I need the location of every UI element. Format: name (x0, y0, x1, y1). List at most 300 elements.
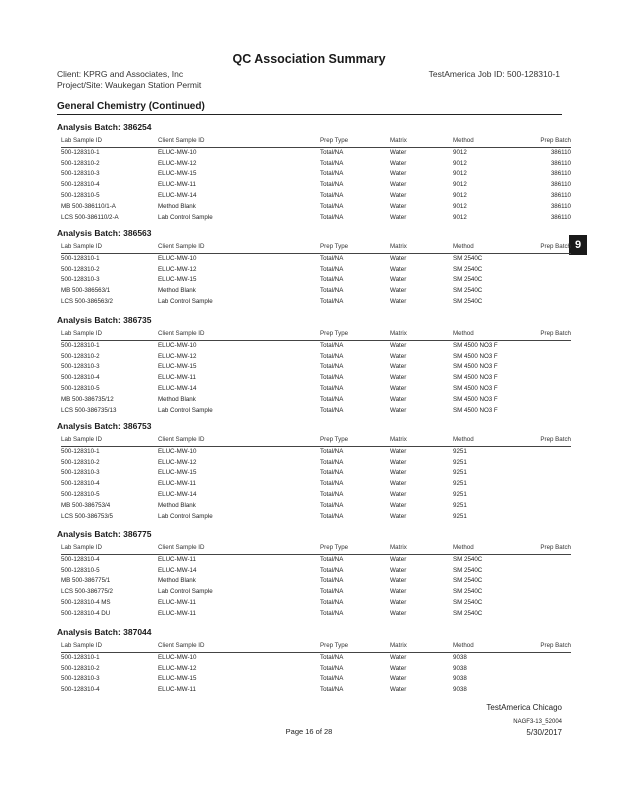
table-cell: SM 4500 NO3 F (453, 384, 498, 392)
table-cell: Water (390, 148, 407, 156)
table-cell: Water (390, 577, 407, 585)
table-cell: 500-128310-4 (61, 480, 100, 488)
batch-title: Analysis Batch: 387044 (57, 627, 152, 637)
table-cell: ELUC-MW-14 (158, 490, 197, 498)
table-cell: Total/NA (320, 374, 344, 382)
table-cell: 9251 (453, 469, 467, 477)
table-row (61, 446, 571, 457)
column-header: Client Sample ID (158, 641, 320, 652)
table-cell: SM 2540C (453, 297, 483, 305)
table-cell (523, 674, 571, 685)
batch-title: Analysis Batch: 386775 (57, 529, 152, 539)
table-row (61, 147, 571, 158)
table-cell: 386110 (550, 148, 571, 156)
column-header: Method (453, 242, 523, 253)
table-cell: Water (390, 265, 407, 273)
table-row (61, 512, 571, 523)
table-cell: SM 4500 NO3 F (453, 406, 498, 414)
table-cell: 9251 (453, 458, 467, 466)
table-cell: 9251 (453, 447, 467, 455)
column-header: Method (453, 136, 523, 147)
table-cell: Total/NA (320, 170, 344, 178)
table-cell (523, 576, 571, 587)
footer-page-number: Page 16 of 28 (285, 727, 333, 736)
batch-table (61, 136, 571, 223)
table-row (61, 191, 571, 202)
column-header: Method (453, 329, 523, 340)
footer-date: 5/30/2017 (526, 728, 562, 737)
table-cell (523, 501, 571, 512)
footer-doc-id: NAGF3-13_52004 (513, 719, 562, 725)
table-cell: SM 4500 NO3 F (453, 352, 498, 360)
table-cell (523, 490, 571, 501)
table-cell: MB 500-386110/1-A (61, 202, 116, 210)
table-cell: ELUC-MW-14 (158, 566, 197, 574)
page-title: QC Association Summary (232, 52, 386, 66)
table-cell (523, 395, 571, 406)
table-cell: 9038 (453, 686, 467, 694)
table-cell: 500-128310-1 (61, 447, 100, 455)
batch-table (61, 641, 571, 696)
table-cell: MB 500-386563/1 (61, 287, 111, 295)
table-cell: ELUC-MW-10 (158, 653, 197, 661)
table-cell: Water (390, 287, 407, 295)
table-cell: Water (390, 374, 407, 382)
table-cell (523, 652, 571, 663)
table-cell: MB 500-386775/1 (61, 577, 111, 585)
column-header: Lab Sample ID (61, 242, 158, 253)
table-cell: 500-128310-5 (61, 191, 100, 199)
table-row (61, 275, 571, 286)
table-cell: ELUC-MW-11 (158, 181, 196, 189)
table-cell: 500-128310-4 MS (61, 598, 111, 606)
table-cell: LCS 500-386753/5 (61, 512, 113, 520)
table-cell: 500-128310-3 (61, 363, 100, 371)
table-cell: Water (390, 458, 407, 466)
table-cell: 9012 (453, 213, 467, 221)
table-row (61, 159, 571, 170)
table-cell: 500-128310-4 (61, 181, 100, 189)
table-cell: Total/NA (320, 352, 344, 360)
table-cell: Water (390, 202, 407, 210)
table-cell: ELUC-MW-12 (158, 458, 197, 466)
table-cell: Total/NA (320, 181, 344, 189)
table-cell: Water (390, 395, 407, 403)
table-row (61, 479, 571, 490)
table-cell: Water (390, 297, 407, 305)
table-cell: Water (390, 555, 407, 563)
table-cell: Lab Control Sample (158, 213, 213, 221)
table-cell: ELUC-MW-12 (158, 159, 197, 167)
table-cell: ELUC-MW-11 (158, 598, 196, 606)
table-cell: Water (390, 490, 407, 498)
table-cell: 500-128310-1 (61, 341, 100, 349)
column-header: Matrix (390, 435, 453, 446)
section-heading: General Chemistry (Continued) (57, 101, 205, 112)
table-cell: SM 2540C (453, 566, 483, 574)
table-cell: Lab Control Sample (158, 588, 213, 596)
column-header: Matrix (390, 242, 453, 253)
table-cell (523, 352, 571, 363)
table-cell: Total/NA (320, 566, 344, 574)
table-cell (523, 373, 571, 384)
table-cell: SM 2540C (453, 287, 483, 295)
table-cell: Total/NA (320, 202, 344, 210)
table-cell: SM 4500 NO3 F (453, 395, 498, 403)
table-cell: Water (390, 213, 407, 221)
table-cell: Water (390, 480, 407, 488)
table-cell: Total/NA (320, 287, 344, 295)
table-row (61, 213, 571, 224)
column-header: Prep Batch (523, 329, 571, 340)
table-cell: ELUC-MW-11 (158, 555, 196, 563)
column-header: Matrix (390, 136, 453, 147)
table-cell: Water (390, 609, 407, 617)
table-cell: Total/NA (320, 276, 344, 284)
table-cell: Water (390, 170, 407, 178)
table-header-row (61, 242, 571, 253)
table-row (61, 297, 571, 308)
column-header: Method (453, 435, 523, 446)
table-cell (523, 609, 571, 620)
column-header: Prep Type (320, 543, 390, 554)
table-row (61, 566, 571, 577)
table-cell: Water (390, 469, 407, 477)
batch-title: Analysis Batch: 386563 (57, 228, 152, 238)
column-header: Lab Sample ID (61, 543, 158, 554)
table-cell (523, 685, 571, 696)
column-header: Client Sample ID (158, 543, 320, 554)
table-cell: MB 500-386753/4 (61, 501, 111, 509)
table-row (61, 501, 571, 512)
job-id: TestAmerica Job ID: 500-128310-1 (428, 69, 560, 79)
table-row (61, 352, 571, 363)
table-cell: ELUC-MW-15 (158, 469, 197, 477)
batch-table (61, 242, 571, 308)
table-cell: 500-128310-3 (61, 170, 100, 178)
table-cell: Water (390, 352, 407, 360)
table-cell: Method Blank (158, 395, 196, 403)
batch-title: Analysis Batch: 386254 (57, 122, 152, 132)
column-header: Client Sample ID (158, 136, 320, 147)
table-cell: 386110 (550, 159, 571, 167)
table-cell: Water (390, 566, 407, 574)
table-cell: Water (390, 159, 407, 167)
batch-table (61, 543, 571, 620)
table-cell (523, 286, 571, 297)
table-cell: ELUC-MW-14 (158, 191, 197, 199)
section-rule (57, 114, 562, 115)
table-cell (523, 384, 571, 395)
project-line: Project/Site: Waukegan Station Permit (57, 80, 202, 90)
table-row (61, 384, 571, 395)
table-cell: 500-128310-4 (61, 374, 100, 382)
column-header: Prep Batch (523, 242, 571, 253)
table-row (61, 373, 571, 384)
table-cell: 500-128310-4 (61, 686, 100, 694)
table-cell: 9251 (453, 501, 467, 509)
table-cell: ELUC-MW-15 (158, 363, 197, 371)
table-cell: ELUC-MW-14 (158, 384, 197, 392)
table-cell: Total/NA (320, 447, 344, 455)
table-cell: SM 2540C (453, 555, 483, 563)
table-cell: Total/NA (320, 653, 344, 661)
table-cell: 386110 (550, 181, 571, 189)
column-header: Matrix (390, 543, 453, 554)
batch-title: Analysis Batch: 386753 (57, 421, 152, 431)
table-cell (523, 253, 571, 264)
table-cell: MB 500-386735/12 (61, 395, 114, 403)
table-cell (523, 554, 571, 565)
table-row (61, 468, 571, 479)
table-cell: 9251 (453, 480, 467, 488)
table-cell: SM 2540C (453, 598, 483, 606)
table-row (61, 554, 571, 565)
table-cell: Total/NA (320, 469, 344, 477)
table-cell: 9012 (453, 148, 467, 156)
table-cell: 9251 (453, 512, 467, 520)
table-cell: Total/NA (320, 609, 344, 617)
table-cell: 500-128310-5 (61, 384, 100, 392)
table-cell: Total/NA (320, 501, 344, 509)
table-cell: 9038 (453, 653, 467, 661)
table-cell: SM 2540C (453, 577, 483, 585)
table-cell (523, 512, 571, 523)
table-cell: 9251 (453, 490, 467, 498)
column-header: Prep Type (320, 242, 390, 253)
table-cell: LCS 500-386563/2 (61, 297, 113, 305)
table-cell: 9012 (453, 159, 467, 167)
column-header: Prep Type (320, 435, 390, 446)
table-row (61, 664, 571, 675)
table-cell: Total/NA (320, 512, 344, 520)
table-cell: ELUC-MW-10 (158, 254, 197, 262)
table-cell: 500-128310-1 (61, 653, 100, 661)
table-cell: Lab Control Sample (158, 406, 213, 414)
table-cell: 500-128310-2 (61, 664, 100, 672)
table-header-row (61, 136, 571, 147)
table-row (61, 598, 571, 609)
table-cell (523, 275, 571, 286)
table-cell: 500-128310-2 (61, 458, 100, 466)
table-cell: Water (390, 664, 407, 672)
table-cell: 9038 (453, 675, 467, 683)
table-cell: 386110 (550, 191, 571, 199)
batch-table (61, 435, 571, 522)
table-cell: Total/NA (320, 297, 344, 305)
table-cell: ELUC-MW-12 (158, 664, 197, 672)
table-cell: 9012 (453, 170, 467, 178)
table-cell: Total/NA (320, 159, 344, 167)
column-header: Client Sample ID (158, 242, 320, 253)
table-cell: Water (390, 447, 407, 455)
table-cell: ELUC-MW-10 (158, 341, 197, 349)
table-cell: Method Blank (158, 202, 196, 210)
table-cell: 500-128310-4 DU (61, 609, 111, 617)
table-row (61, 180, 571, 191)
column-header: Lab Sample ID (61, 329, 158, 340)
table-row (61, 265, 571, 276)
table-cell: Total/NA (320, 664, 344, 672)
table-cell: 500-128310-3 (61, 469, 100, 477)
table-cell: 9012 (453, 191, 467, 199)
table-cell: ELUC-MW-11 (158, 480, 196, 488)
table-cell: Water (390, 276, 407, 284)
table-cell (523, 406, 571, 417)
table-cell: Total/NA (320, 480, 344, 488)
table-header-row (61, 543, 571, 554)
table-cell: Water (390, 406, 407, 414)
table-row (61, 395, 571, 406)
table-cell: LCS 500-386735/13 (61, 406, 117, 414)
table-cell: Total/NA (320, 395, 344, 403)
table-cell: Total/NA (320, 341, 344, 349)
table-cell: 500-128310-2 (61, 265, 100, 273)
table-cell: Water (390, 191, 407, 199)
column-header: Matrix (390, 641, 453, 652)
table-row (61, 609, 571, 620)
table-cell (523, 362, 571, 373)
table-cell (523, 458, 571, 469)
column-header: Prep Type (320, 136, 390, 147)
table-cell: SM 4500 NO3 F (453, 341, 498, 349)
column-header: Prep Type (320, 641, 390, 652)
table-cell: ELUC-MW-15 (158, 170, 197, 178)
table-cell: Total/NA (320, 555, 344, 563)
table-cell (523, 265, 571, 276)
table-row (61, 652, 571, 663)
table-cell: Total/NA (320, 254, 344, 262)
column-header: Prep Batch (523, 641, 571, 652)
table-cell: Method Blank (158, 501, 196, 509)
table-cell: Total/NA (320, 363, 344, 371)
table-row (61, 576, 571, 587)
column-header: Client Sample ID (158, 329, 320, 340)
table-cell: Water (390, 363, 407, 371)
table-row (61, 362, 571, 373)
table-row (61, 253, 571, 264)
table-cell: Water (390, 254, 407, 262)
table-cell: Water (390, 598, 407, 606)
table-cell: 9012 (453, 181, 467, 189)
table-cell: Total/NA (320, 577, 344, 585)
table-cell: Water (390, 501, 407, 509)
table-cell: 386110 (550, 202, 571, 210)
table-cell: Total/NA (320, 598, 344, 606)
table-cell: 386110 (550, 170, 571, 178)
table-cell: 500-128310-2 (61, 352, 100, 360)
table-cell: LCS 500-386110/2-A (61, 213, 119, 221)
table-cell: ELUC-MW-10 (158, 447, 197, 455)
column-header: Prep Batch (523, 136, 571, 147)
table-cell: ELUC-MW-11 (158, 686, 196, 694)
table-cell: ELUC-MW-11 (158, 374, 196, 382)
table-cell: SM 2540C (453, 609, 483, 617)
table-cell: SM 2540C (453, 265, 483, 273)
table-cell: Total/NA (320, 686, 344, 694)
table-cell: Total/NA (320, 265, 344, 273)
table-cell (523, 446, 571, 457)
table-cell: Water (390, 686, 407, 694)
table-cell: ELUC-MW-12 (158, 265, 197, 273)
table-cell: 386110 (550, 213, 571, 221)
table-cell: ELUC-MW-12 (158, 352, 197, 360)
batch-title: Analysis Batch: 386735 (57, 315, 152, 325)
table-cell: ELUC-MW-11 (158, 609, 196, 617)
column-header: Client Sample ID (158, 435, 320, 446)
column-header: Method (453, 641, 523, 652)
table-cell: Water (390, 512, 407, 520)
table-cell: SM 2540C (453, 588, 483, 596)
table-cell: Total/NA (320, 490, 344, 498)
table-cell: LCS 500-386775/2 (61, 588, 113, 596)
column-header: Prep Batch (523, 543, 571, 554)
table-cell (523, 587, 571, 598)
table-header-row (61, 435, 571, 446)
table-cell: Total/NA (320, 406, 344, 414)
table-cell: 9038 (453, 664, 467, 672)
table-cell: Total/NA (320, 588, 344, 596)
table-cell: 500-128310-2 (61, 159, 100, 167)
table-row (61, 406, 571, 417)
table-row (61, 202, 571, 213)
table-cell: Total/NA (320, 213, 344, 221)
client-line: Client: KPRG and Associates, Inc (57, 69, 184, 79)
table-cell: Total/NA (320, 675, 344, 683)
table-cell: Water (390, 588, 407, 596)
table-cell: Method Blank (158, 287, 196, 295)
table-cell: SM 4500 NO3 F (453, 374, 498, 382)
table-cell (523, 664, 571, 675)
table-cell: Water (390, 181, 407, 189)
table-cell: SM 2540C (453, 276, 483, 284)
batch-table (61, 329, 571, 416)
table-cell: ELUC-MW-10 (158, 148, 197, 156)
column-header: Prep Batch (523, 435, 571, 446)
column-header: Matrix (390, 329, 453, 340)
table-row (61, 169, 571, 180)
table-cell: 500-128310-3 (61, 675, 100, 683)
column-header: Lab Sample ID (61, 136, 158, 147)
table-row (61, 490, 571, 501)
table-cell: Total/NA (320, 458, 344, 466)
table-cell: 500-128310-5 (61, 490, 100, 498)
column-header: Lab Sample ID (61, 641, 158, 652)
table-cell (523, 297, 571, 308)
table-cell (523, 479, 571, 490)
table-cell (523, 566, 571, 577)
table-header-row (61, 329, 571, 340)
table-cell: 500-128310-1 (61, 254, 100, 262)
table-cell: 9012 (453, 202, 467, 210)
table-cell: 500-128310-1 (61, 148, 100, 156)
table-cell: Water (390, 384, 407, 392)
table-cell (523, 598, 571, 609)
table-cell: Water (390, 675, 407, 683)
column-header: Lab Sample ID (61, 435, 158, 446)
table-row (61, 286, 571, 297)
table-header-row (61, 641, 571, 652)
table-cell: SM 4500 NO3 F (453, 363, 498, 371)
table-cell: 500-128310-3 (61, 276, 100, 284)
column-header: Method (453, 543, 523, 554)
section-tab-badge: 9 (569, 235, 587, 255)
table-row (61, 674, 571, 685)
table-cell: ELUC-MW-15 (158, 675, 197, 683)
table-cell (523, 468, 571, 479)
table-cell: ELUC-MW-15 (158, 276, 197, 284)
table-row (61, 340, 571, 351)
